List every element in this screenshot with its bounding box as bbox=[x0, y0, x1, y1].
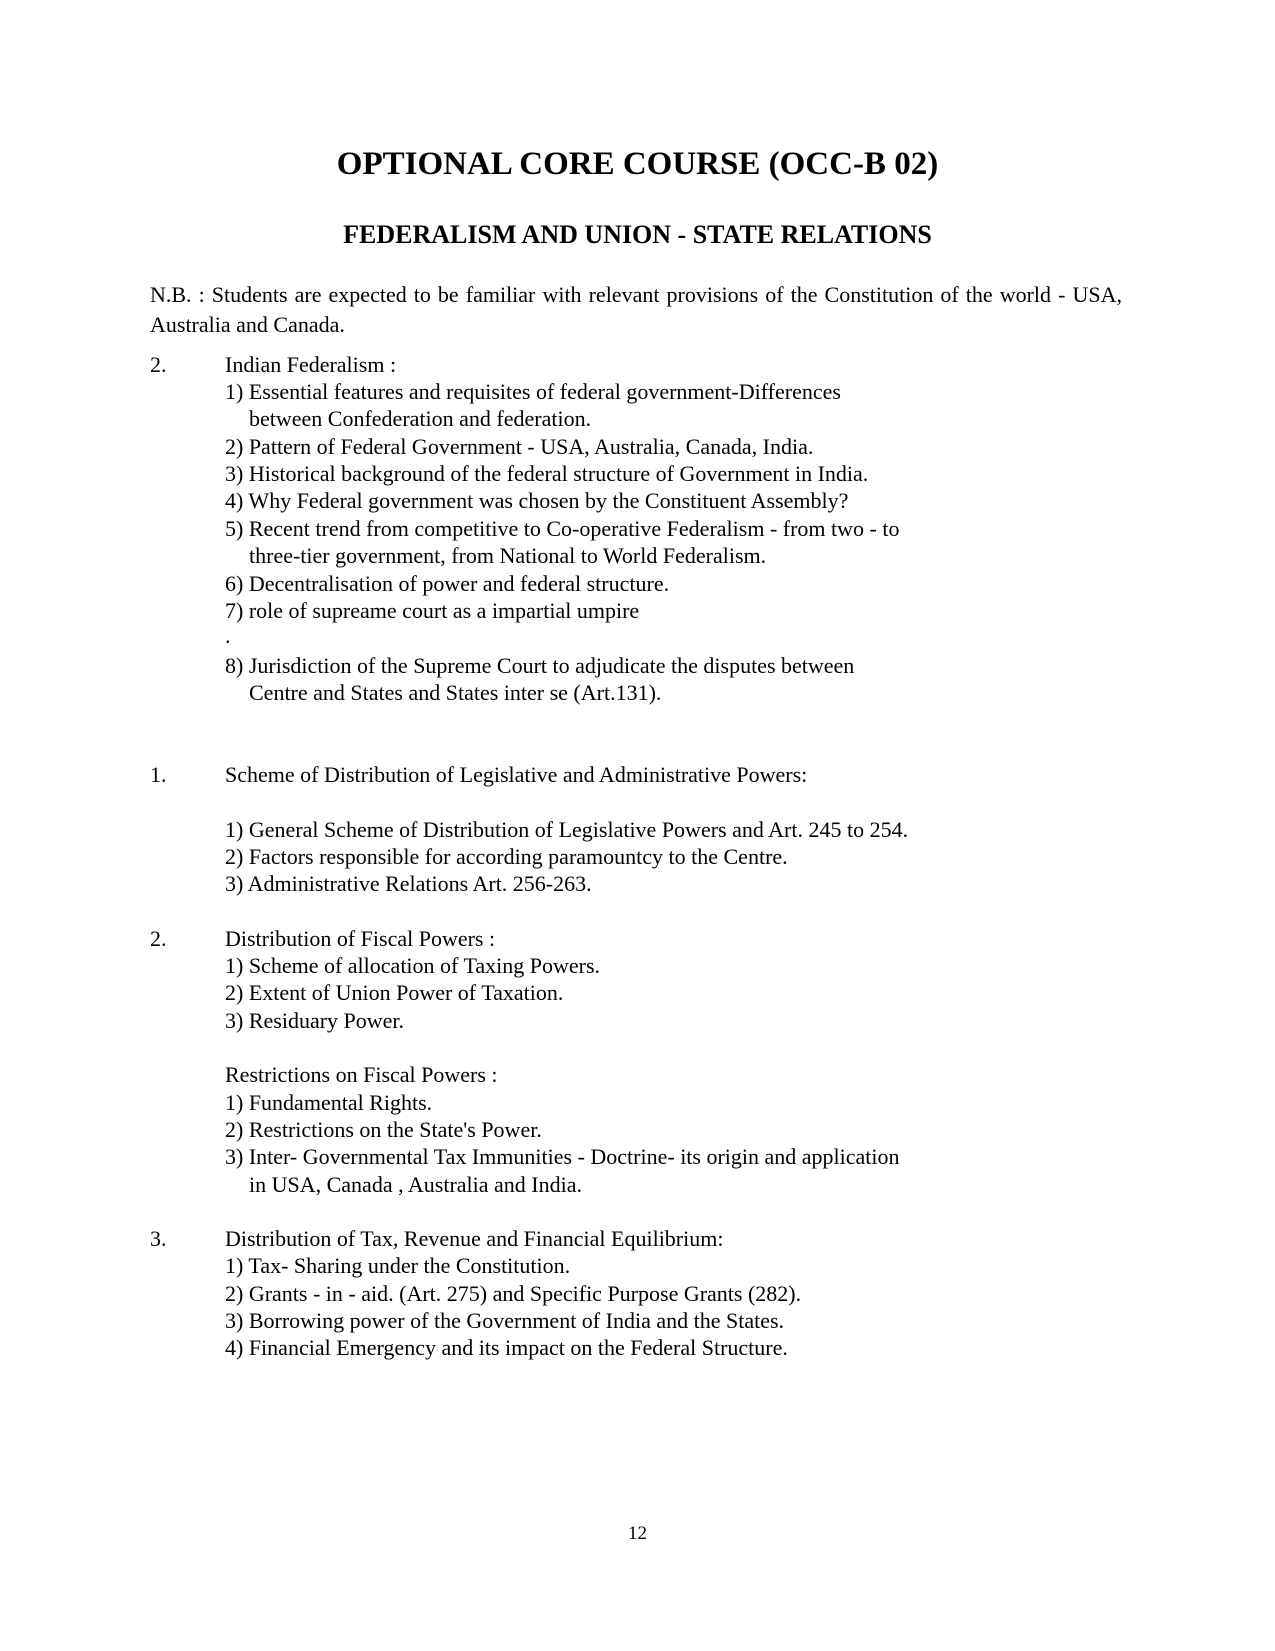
list-item: 4) Financial Emergency and its impact on the Federal Structure. bbox=[225, 1335, 788, 1360]
list-item: in USA, Canada , Australia and India. bbox=[249, 1172, 582, 1197]
section-heading: Indian Federalism : bbox=[225, 352, 397, 377]
list-item: 1) General Scheme of Distribution of Legislative Powers and Art. 245 to 254. bbox=[225, 817, 909, 842]
page-number: 12 bbox=[628, 1523, 647, 1544]
list-item: 2) Extent of Union Power of Taxation. bbox=[225, 980, 564, 1005]
list-item: 2) Grants - in - aid. (Art. 275) and Specific Purpose Grants (282). bbox=[225, 1281, 802, 1306]
section-number: 3. bbox=[150, 1226, 167, 1251]
list-item: 3) Administrative Relations Art. 256-263. bbox=[225, 871, 592, 896]
list-item: 1) Essential features and requisites of federal government-Differences bbox=[225, 379, 841, 404]
list-item: 6) Decentralisation of power and federal structure. bbox=[225, 571, 670, 596]
section-number: 2. bbox=[150, 926, 167, 951]
list-item: 7) role of supreame court as a impartial umpire bbox=[225, 598, 640, 623]
section-number: 1. bbox=[150, 762, 167, 787]
page-title: OPTIONAL CORE COURSE (OCC-B 02) bbox=[336, 146, 939, 182]
list-item: 2) Restrictions on the State's Power. bbox=[225, 1117, 542, 1142]
list-item: 3) Borrowing power of the Government of India and the States. bbox=[225, 1308, 785, 1333]
list-item: 8) Jurisdiction of the Supreme Court to adjudicate the disputes between bbox=[225, 653, 855, 678]
list-item: 3) Inter- Governmental Tax Immunities - Doctrine- its origin and application bbox=[225, 1144, 900, 1169]
list-item: 1) Fundamental Rights. bbox=[225, 1090, 433, 1115]
list-item: 2) Pattern of Federal Government - USA, Australia, Canada, India. bbox=[225, 434, 814, 459]
section-heading: Distribution of Tax, Revenue and Financial Equilibrium: bbox=[225, 1226, 724, 1251]
list-item: Centre and States and States inter se (Art.131). bbox=[249, 680, 662, 705]
list-item: 4) Why Federal government was chosen by the Constituent Assembly? bbox=[225, 488, 849, 513]
list-item: 5) Recent trend from competitive to Co-operative Federalism - from two - to bbox=[225, 516, 900, 541]
list-item: 2) Factors responsible for according paramountcy to the Centre. bbox=[225, 844, 788, 869]
section-heading: Scheme of Distribution of Legislative and Administrative Powers: bbox=[225, 762, 808, 787]
subsection-heading: Restrictions on Fiscal Powers : bbox=[225, 1062, 498, 1087]
list-item: between Confederation and federation. bbox=[249, 406, 592, 431]
note-paragraph: N.B. : Students are expected to be familiar with relevant provisions of the Constitution of the world - USA, Australia and Canada. bbox=[150, 282, 1122, 337]
list-item: 3) Historical background of the federal structure of Government in India. bbox=[225, 461, 869, 486]
section-heading: Distribution of Fiscal Powers : bbox=[225, 926, 496, 951]
section-number: 2. bbox=[150, 352, 167, 377]
page-subtitle: FEDERALISM AND UNION - STATE RELATIONS bbox=[343, 220, 932, 249]
list-item: three-tier government, from National to World Federalism. bbox=[249, 543, 767, 568]
list-item: 1) Tax- Sharing under the Constitution. bbox=[225, 1253, 571, 1278]
list-item: 1) Scheme of allocation of Taxing Powers. bbox=[225, 953, 601, 978]
list-item: . bbox=[225, 623, 231, 648]
list-item: 3) Residuary Power. bbox=[225, 1008, 405, 1033]
